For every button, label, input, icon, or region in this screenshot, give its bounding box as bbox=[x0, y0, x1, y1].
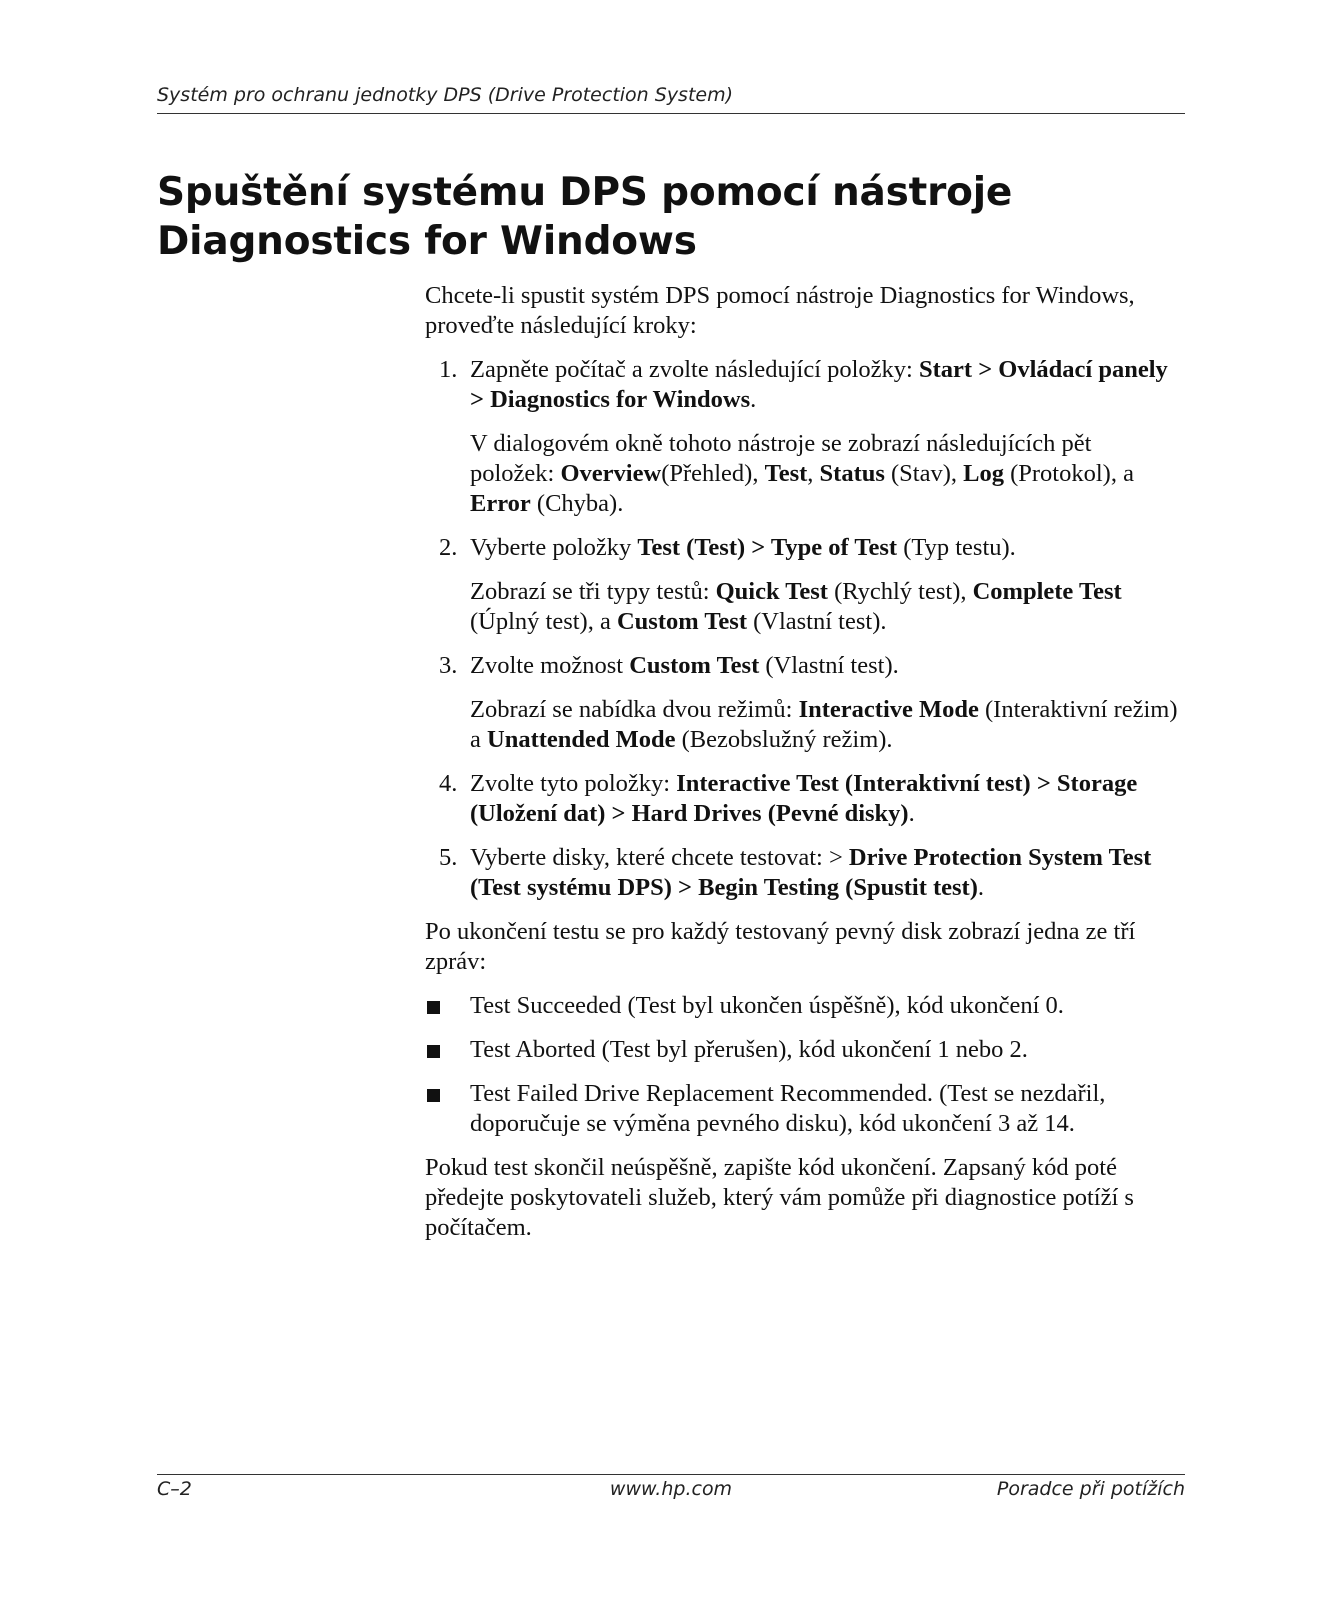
page-title-line-2: Diagnostics for Windows bbox=[157, 219, 697, 264]
square-bullet-icon bbox=[427, 1089, 440, 1102]
step-number: 5. bbox=[439, 844, 458, 871]
step-number: 4. bbox=[439, 770, 458, 797]
list-item bbox=[425, 991, 1180, 1021]
step-item bbox=[425, 651, 1180, 755]
footer-url: www.hp.com bbox=[609, 1478, 733, 1500]
step-text: Zvolte možnost Custom Test (Vlastní test). bbox=[470, 652, 899, 679]
step-note: Zobrazí se tři typy testů: Quick Test (Rychlý test), Complete Test (Úplný test), a Custom Test (Vlastní test). bbox=[470, 578, 1122, 635]
page-title bbox=[157, 168, 1157, 266]
list-item-text: Test Succeeded (Test byl ukončen úspěšně), kód ukončení 0. bbox=[470, 992, 1064, 1019]
step-text: Vyberte disky, které chcete testovat: > Drive Protection System Test (Test systému DPS) > Begin Testing (Spustit test). bbox=[470, 844, 1152, 901]
step-text: Vyberte položky Test (Test) > Type of Test (Typ testu). bbox=[470, 534, 1016, 561]
step-number: 3. bbox=[439, 652, 458, 679]
step-item bbox=[425, 769, 1180, 829]
list-item bbox=[425, 1079, 1180, 1139]
closing-paragraph: Pokud test skončil neúspěšně, zapište kód ukončení. Zapsaný kód poté předejte poskytovateli služeb, který vám pomůže při diagnostice potíží s počítačem. bbox=[425, 1154, 1134, 1241]
intro-paragraph: Chcete-li spustit systém DPS pomocí nástroje Diagnostics for Windows, proveďte následující kroky: bbox=[425, 282, 1135, 339]
step-text: Zvolte tyto položky: Interactive Test (Interaktivní test) > Storage (Uložení dat) > Hard Drives (Pevné disky). bbox=[470, 770, 1138, 827]
steps-list bbox=[425, 355, 1180, 903]
list-item bbox=[425, 1035, 1180, 1065]
step-item bbox=[425, 355, 1180, 519]
step-note: V dialogovém okně tohoto nástroje se zobrazí následujících pět položek: Overview(Přehled), Test, Status (Stav), Log (Protokol), a Error (Chyba). bbox=[470, 430, 1134, 517]
footer-rule bbox=[157, 1474, 1185, 1475]
outcome-list bbox=[425, 991, 1180, 1139]
step-item bbox=[425, 843, 1180, 903]
footer-section-title: Poradce při potížích bbox=[996, 1478, 1185, 1500]
outcome-intro-paragraph: Po ukončení testu se pro každý testovaný pevný disk zobrazí jedna ze tří zpráv: bbox=[425, 918, 1136, 975]
page-number: C–2 bbox=[157, 1478, 192, 1500]
header-rule bbox=[157, 113, 1185, 114]
step-number: 1. bbox=[439, 356, 458, 383]
square-bullet-icon bbox=[427, 1045, 440, 1058]
list-item-text: Test Failed Drive Replacement Recommended. (Test se nezdařil, doporučuje se výměna pevného disku), kód ukončení 3 až 14. bbox=[470, 1080, 1106, 1137]
list-item-text: Test Aborted (Test byl přerušen), kód ukončení 1 nebo 2. bbox=[470, 1036, 1028, 1063]
step-number: 2. bbox=[439, 534, 458, 561]
step-item bbox=[425, 533, 1180, 637]
page-title-line-1: Spuštění systému DPS pomocí nástroje bbox=[157, 170, 1013, 215]
main-content bbox=[425, 281, 1180, 1243]
running-header: Systém pro ochranu jednotky DPS (Drive Protection System) bbox=[157, 84, 734, 106]
step-note: Zobrazí se nabídka dvou režimů: Interactive Mode (Interaktivní režim) a Unattended Mode (Bezobslužný režim). bbox=[470, 696, 1178, 753]
step-text: Zapněte počítač a zvolte následující položky: Start > Ovládací panely > Diagnostics for Windows. bbox=[470, 356, 1168, 413]
page-footer bbox=[157, 1478, 1185, 1506]
square-bullet-icon bbox=[427, 1001, 440, 1014]
